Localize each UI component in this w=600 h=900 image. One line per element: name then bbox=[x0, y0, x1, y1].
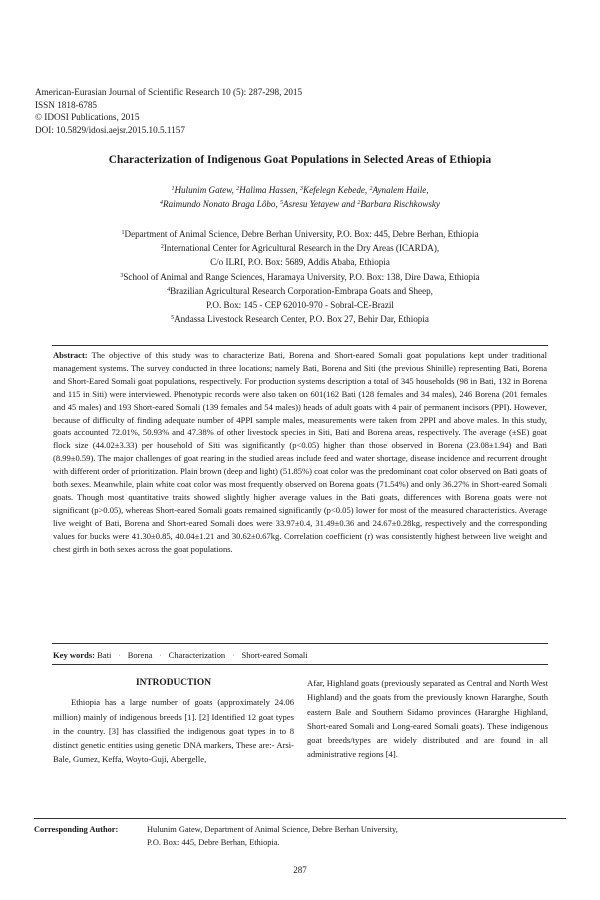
corresponding-label: Corresponding Author: bbox=[34, 825, 119, 834]
keyword-separator: · bbox=[118, 653, 121, 659]
journal-header bbox=[35, 86, 302, 136]
author: $^2$Halima Hassen, bbox=[236, 185, 301, 195]
keyword: Borena bbox=[127, 650, 153, 660]
author: $^2$Aynalem Haile, bbox=[369, 185, 429, 195]
body-column-right bbox=[307, 676, 548, 762]
body-paragraph: Afar, Highland goats (previously separated as Central and North West Highland) and the goats from the previously known Hararghe, South eastern Bale and Southern Sidamo provinces (Hararghe Highland, Short-eared Somali and Long-eared Somali goats). These indigenous goat breeds/types are widely distributed and are found in all administrative regions [4]. bbox=[307, 678, 548, 760]
journal-citation: American-Eurasian Journal of Scientific Research 10 (5): 287-298, 2015 bbox=[35, 87, 303, 97]
corresponding-author bbox=[34, 823, 566, 849]
journal-doi: DOI: 10.5829/idosi.aejsr.2015.10.5.1157 bbox=[35, 124, 185, 135]
journal-issn: ISSN 1818-6785 bbox=[35, 99, 98, 110]
section-heading: INTRODUCTION bbox=[135, 678, 211, 688]
keyword-separator: · bbox=[232, 653, 235, 659]
page-number: 287 bbox=[293, 865, 307, 875]
affiliation: $^2$International Center for Agricultural Research in the Dry Areas (ICARDA), bbox=[160, 243, 440, 254]
abstract-label: Abstract: bbox=[53, 350, 88, 360]
author-list bbox=[0, 183, 600, 212]
author: $^1$Hulunim Gatew, bbox=[171, 185, 237, 195]
body-paragraph: Ethiopia has a large number of goats (approximately 24.06 million) mainly of indigenous breeds [1]. [2] Identified 12 goat types in the country. [3] has classified the indigenous goat types in to 8 distinct genetic entities using genetic DNA markers, These are:- Arsi-Bale, Gumez, Keffa, Woyto-Guji, Abergelle, bbox=[53, 697, 294, 765]
affiliation: P.O. Box: 145 - CEP 62010-970 - Sobral-CE-Brazil bbox=[206, 300, 394, 311]
corresponding-line: P.O. Box: 445, Debre Berhan, Ethiopia. bbox=[147, 838, 280, 847]
paper-title: Characterization of Indigenous Goat Populations in Selected Areas of Ethiopia bbox=[108, 154, 492, 166]
footnote-rule bbox=[34, 818, 566, 819]
abstract-bottom-rule bbox=[52, 643, 548, 644]
body-column-left bbox=[53, 676, 294, 767]
affiliation: $^3$School of Animal and Range Sciences, Haramaya University, P.O. Box: 138, Dire Dawa, Ethiopia bbox=[120, 271, 480, 282]
abstract-text: The objective of this study was to characterize Bati, Borena and Short-eared Somali goat populations kept under traditional management systems. The survey conducted in three locations; namely Bati, Borena and Siti (the previous Shinille) representing Bati, Borena and Short-Eared Somali goat populations, respectively. For production systems description a total of 345 households (98 in Bati, 132 in Borena and 115 in Siti) were interviewed. Phenotypic records were also taken on 601(162 Bati (128 females and 34 males), 246 Borena (201 females and 45 males) and 193 Short-eared Somali (139 females and 54 males)) heads of adult goats with 4 pair of permanent incisors (PPI). However, because of difficulty of finding adequate number of 4PPI sample males, measurements were taken from 2PPI and above males. In this study, goats accounted 72.01%, 50.93% and 47.38% of other livestock species in Siti, Bati and Borena areas, respectively. The average (±SE) goat flock size (44.02±3.33) per household of Siti was significantly (p<0.05) higher than those observed in Borena (23.08±1.94) and Bati (8.99±0.59). The major challenges of goat rearing in the studied areas include feed and water shortage, disease incidence and recurrent drought with different order of prioritization. Plain brown (deep and light) (51.85%) coat color was the predominant coat color observed on Bati goats of both sexes. Meanwhile, plain white coat color was most frequently observed on Borena goats (71.54%) and only 36.27% in Short-eared Somali goats. Though most quantitative traits showed slightly higher average values in the Bati goats, differences with Borena goats were not significant (p>0.05), whereas Short-eared Somali goats remained significantly (p<0.05) lower for most of the measured characteristics. Average live weight of Bati, Borena and Short-eared Somali does were 33.97±0.4, 31.49±0.36 and 24.67±0.28kg, respectively and the corresponding values for bucks were 41.30±0.85, 40.04±1.21 and 30.62±0.67kg. Correlation coefficient (r) was consistently highest between live weight and chest girth in both sexes across the goat populations. bbox=[53, 350, 548, 554]
author: $^3$Kefelegn Kebede, bbox=[300, 185, 370, 195]
author: $^2$Barbara Rischkowsky bbox=[357, 199, 440, 210]
author: $^5$Asresu Yetayew and bbox=[280, 199, 358, 210]
affiliation: $^4$Brazilian Agricultural Research Corporation-Embrapa Goats and Sheep, bbox=[167, 285, 433, 296]
keyword: Characterization bbox=[168, 650, 226, 660]
keywords bbox=[53, 650, 308, 660]
affiliation-list bbox=[0, 227, 600, 326]
affiliation: $^5$Andassa Livestock Research Center, P.O. Box 27, Behir Dar, Ethiopia bbox=[171, 314, 429, 325]
journal-copyright: © IDOSI Publications, 2015 bbox=[35, 112, 140, 123]
keyword-separator: · bbox=[159, 653, 162, 659]
affiliation: $^1$Department of Animal Science, Debre Berhan University, P.O. Box: 445, Debre Berhan, Ethiopia bbox=[121, 229, 479, 239]
keywords-label: Key words: bbox=[53, 650, 96, 660]
keyword: Short-eared Somali bbox=[241, 650, 308, 660]
corresponding-line: Hulunim Gatew, Department of Animal Science, Debre Berhan University, bbox=[147, 825, 398, 834]
keyword: Bati bbox=[97, 650, 112, 660]
keywords-bottom-rule bbox=[52, 664, 548, 665]
author: $^4$Raimundo Nonato Braga Lôbo, bbox=[160, 199, 281, 210]
abstract bbox=[53, 349, 547, 556]
affiliation: C/o ILRI, P.O. Box: 5689, Addis Ababa, Ethiopia bbox=[210, 257, 390, 268]
abstract-top-rule bbox=[52, 345, 548, 346]
